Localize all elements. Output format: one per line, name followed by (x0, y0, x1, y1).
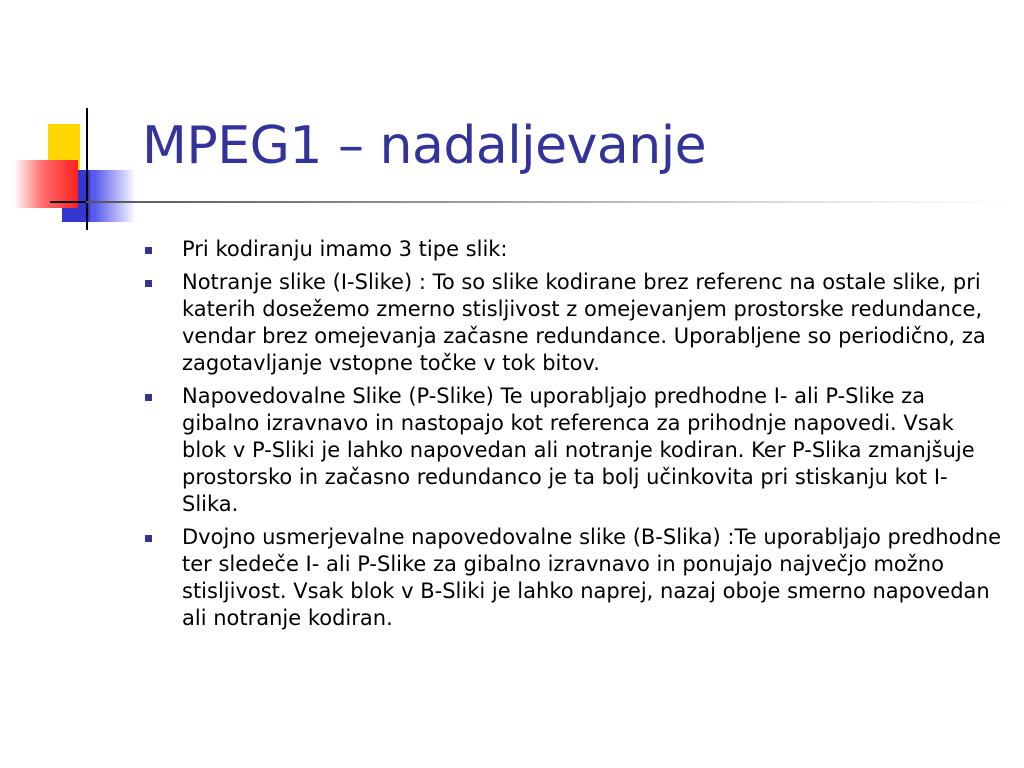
list-item (142, 383, 1002, 518)
title-underline-rule (86, 201, 1016, 203)
vertical-line-decoration (86, 108, 88, 230)
square-bullet-icon (145, 280, 152, 287)
list-item (142, 269, 1002, 377)
bullet-list (142, 236, 1002, 638)
square-bullet-icon (145, 394, 152, 401)
bullet-text: Dvojno usmerjevalne napovedovalne slike (B-Slika) :Te uporabljajo predhodne ter sledeče I- ali P-Slike za gibalno izravnavo in ponujajo največjo možno stisljivost. Vsak blok v B-Sliki je lahko naprej, nazaj oboje smerno napovedan ali notranje kodiran. (182, 525, 1002, 630)
slide-title: MPEG1 – nadaljevanje (142, 116, 707, 176)
square-bullet-icon (145, 247, 152, 254)
bullet-text: Napovedovalne Slike (P-Slike) Te uporabljajo predhodne I- ali P-Slike za gibalno izravnavo in nastopajo kot referenca za prihodnje napovedi. Vsak blok v P-Sliki je lahko napovedan ali notranje kodiran. Ker P-Slika zmanjšuje prostorsko in začasno redundanco je ta bolj učinkovita pri stiskanju kot I-Slika. (182, 384, 975, 516)
bullet-text: Pri kodiranju imamo 3 tipe slik: (182, 237, 508, 261)
bullet-text: Notranje slike (I-Slike) : To so slike kodirane brez referenc na ostale slike, pri katerih dosežemo zmerno stisljivost z omejevanjem prostorske redundance, vendar brez omejevanja začasne redundance. Uporabljene so periodično, za zagotavljanje vstopne točke v tok bitov. (182, 270, 986, 375)
list-item (142, 524, 1002, 632)
list-item (142, 236, 1002, 263)
square-bullet-icon (145, 535, 152, 542)
